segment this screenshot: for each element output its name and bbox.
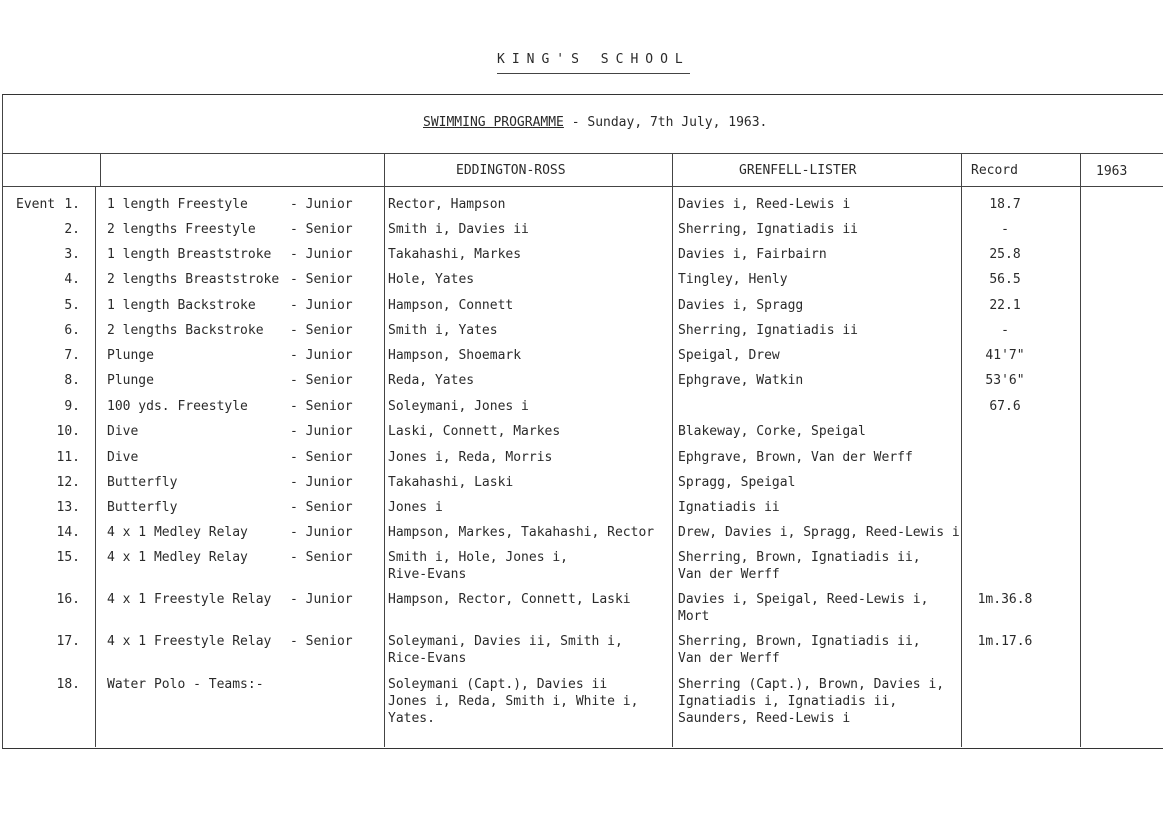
programme-heading <box>423 115 767 130</box>
column-divider-event <box>95 186 96 747</box>
event-age-group: - Junior <box>290 475 353 490</box>
event-number: 5. <box>64 298 80 313</box>
house1-entrants: Rive-Evans <box>388 567 467 582</box>
event-number: 2. <box>64 222 80 237</box>
house2-entrants: Davies i, Speigal, Reed-Lewis i, <box>678 592 929 607</box>
event-name: Plunge <box>107 373 154 388</box>
house1-entrants: Smith i, Hole, Jones i, <box>388 550 569 565</box>
event-age-group: - Junior <box>290 298 353 313</box>
event-number: 17. <box>56 634 80 649</box>
house1-entrants: Smith i, Davies ii <box>388 222 529 237</box>
event-age-group: - Junior <box>290 592 353 607</box>
house1-entrants: Soleymani, Jones i <box>388 399 529 414</box>
column-divider-house1 <box>384 153 385 747</box>
header-bottom-rule <box>2 186 1163 187</box>
event-age-group: - Senior <box>290 272 353 287</box>
house2-entrants: Tingley, Henly <box>678 272 788 287</box>
event-name: Butterfly <box>107 500 178 515</box>
house1-entrants: Hole, Yates <box>388 272 475 287</box>
house2-entrants: Ephgrave, Brown, Van der Werff <box>678 450 913 465</box>
house2-entrants: Sherring, Brown, Ignatiadis ii, <box>678 634 921 649</box>
event-name: Butterfly <box>107 475 178 490</box>
column-divider-event-header <box>100 153 101 187</box>
event-number: 3. <box>64 247 80 262</box>
programme-heading-title: SWIMMING PROGRAMME <box>423 115 564 130</box>
house1-entrants: Soleymani (Capt.), Davies ii <box>388 677 608 692</box>
event-name: 4 x 1 Freestyle Relay <box>107 592 272 607</box>
house2-entrants: Sherring, Ignatiadis ii <box>678 222 859 237</box>
event-age-group: - Junior <box>290 247 353 262</box>
event-name: 1 length Freestyle <box>107 197 248 212</box>
house2-entrants: Saunders, Reed-Lewis i <box>678 711 851 726</box>
event-number: 16. <box>56 592 80 607</box>
event-name: 2 lengths Freestyle <box>107 222 256 237</box>
event-name: 100 yds. Freestyle <box>107 399 248 414</box>
header-year: 1963 <box>1096 164 1128 179</box>
event-name: 1 length Backstroke <box>107 298 256 313</box>
house1-entrants: Hampson, Shoemark <box>388 348 522 363</box>
house2-entrants: Sherring (Capt.), Brown, Davies i, <box>678 677 945 692</box>
house1-entrants: Reda, Yates <box>388 373 475 388</box>
event-record: - <box>1001 222 1009 237</box>
event-record: 1m.36.8 <box>977 592 1033 607</box>
house2-entrants: Mort <box>678 609 710 624</box>
house2-entrants: Davies i, Spragg <box>678 298 804 313</box>
house1-entrants: Hampson, Connett <box>388 298 514 313</box>
event-number: 6. <box>64 323 80 338</box>
house2-entrants: Speigal, Drew <box>678 348 780 363</box>
event-number: 13. <box>56 500 80 515</box>
event-record: 53'6" <box>985 373 1025 388</box>
school-title: KING'S SCHOOL <box>497 52 690 74</box>
event-record: 25.8 <box>989 247 1021 262</box>
event-age-group: - Senior <box>290 323 353 338</box>
event-name: Dive <box>107 450 139 465</box>
event-number: 14. <box>56 525 80 540</box>
event-name: 4 x 1 Freestyle Relay <box>107 634 272 649</box>
header-house2: GRENFELL-LISTER <box>739 163 857 178</box>
programme-heading-date: - Sunday, 7th July, 1963. <box>563 115 768 130</box>
event-record: 1m.17.6 <box>977 634 1033 649</box>
event-age-group: - Senior <box>290 373 353 388</box>
event-record: - <box>1001 323 1009 338</box>
column-divider-record <box>961 153 962 747</box>
event-record: 41'7" <box>985 348 1025 363</box>
event-age-group: - Senior <box>290 222 353 237</box>
house2-entrants: Davies i, Fairbairn <box>678 247 827 262</box>
event-number: 8. <box>64 373 80 388</box>
house1-entrants: Laski, Connett, Markes <box>388 424 561 439</box>
event-record: 18.7 <box>989 197 1021 212</box>
header-record: Record <box>971 163 1018 178</box>
header-house1: EDDINGTON-ROSS <box>456 163 566 178</box>
event-number: 18. <box>56 677 80 692</box>
event-age-group: - Senior <box>290 450 353 465</box>
event-age-group: - Junior <box>290 348 353 363</box>
house2-entrants: Drew, Davies i, Spragg, Reed-Lewis i <box>678 525 960 540</box>
event-record: 56.5 <box>989 272 1021 287</box>
event-age-group: - Junior <box>290 424 353 439</box>
event-name: 1 length Breaststroke <box>107 247 272 262</box>
event-number: 1. <box>64 197 80 212</box>
event-number: 15. <box>56 550 80 565</box>
event-number: 9. <box>64 399 80 414</box>
house1-entrants: Jones i <box>388 500 443 515</box>
house1-entrants: Jones i, Reda, Smith i, White i, <box>388 694 639 709</box>
house1-entrants: Rector, Hampson <box>388 197 506 212</box>
house1-entrants: Yates. <box>388 711 435 726</box>
house2-entrants: Ignatiadis i, Ignatiadis ii, <box>678 694 898 709</box>
event-name: 4 x 1 Medley Relay <box>107 550 248 565</box>
event-name: 4 x 1 Medley Relay <box>107 525 248 540</box>
house2-entrants: Blakeway, Corke, Speigal <box>678 424 866 439</box>
house1-entrants: Hampson, Markes, Takahashi, Rector <box>388 525 655 540</box>
house2-entrants: Van der Werff <box>678 567 780 582</box>
event-number: 4. <box>64 272 80 287</box>
house2-entrants: Davies i, Reed-Lewis i <box>678 197 851 212</box>
column-divider-year <box>1080 153 1081 747</box>
house1-entrants: Takahashi, Laski <box>388 475 514 490</box>
house2-entrants: Spragg, Speigal <box>678 475 796 490</box>
house1-entrants: Hampson, Rector, Connett, Laski <box>388 592 631 607</box>
house1-entrants: Smith i, Yates <box>388 323 498 338</box>
house2-entrants: Van der Werff <box>678 651 780 666</box>
event-record: 67.6 <box>989 399 1021 414</box>
house2-entrants: Sherring, Brown, Ignatiadis ii, <box>678 550 921 565</box>
event-name: 2 lengths Backstroke <box>107 323 264 338</box>
house1-entrants: Soleymani, Davies ii, Smith i, <box>388 634 623 649</box>
event-age-group: - Senior <box>290 399 353 414</box>
house2-entrants: Ignatiadis ii <box>678 500 780 515</box>
event-age-group: - Junior <box>290 197 353 212</box>
event-prefix: Event <box>16 197 56 212</box>
event-age-group: - Senior <box>290 500 353 515</box>
event-name: Dive <box>107 424 139 439</box>
event-age-group: - Junior <box>290 525 353 540</box>
programme-table-frame <box>2 94 1163 749</box>
event-age-group: - Senior <box>290 634 353 649</box>
event-number: 10. <box>56 424 80 439</box>
event-name: Plunge <box>107 348 154 363</box>
column-divider-house2 <box>672 153 673 747</box>
house1-entrants: Takahashi, Markes <box>388 247 522 262</box>
event-number: 12. <box>56 475 80 490</box>
event-name: 2 lengths Breaststroke <box>107 272 280 287</box>
event-name: Water Polo - Teams:- <box>107 677 264 692</box>
event-number: 7. <box>64 348 80 363</box>
house1-entrants: Rice-Evans <box>388 651 467 666</box>
house2-entrants: Sherring, Ignatiadis ii <box>678 323 859 338</box>
house1-entrants: Jones i, Reda, Morris <box>388 450 553 465</box>
event-record: 22.1 <box>989 298 1021 313</box>
house2-entrants: Ephgrave, Watkin <box>678 373 804 388</box>
event-age-group: - Senior <box>290 550 353 565</box>
event-number: 11. <box>56 450 80 465</box>
header-top-rule <box>2 153 1163 154</box>
